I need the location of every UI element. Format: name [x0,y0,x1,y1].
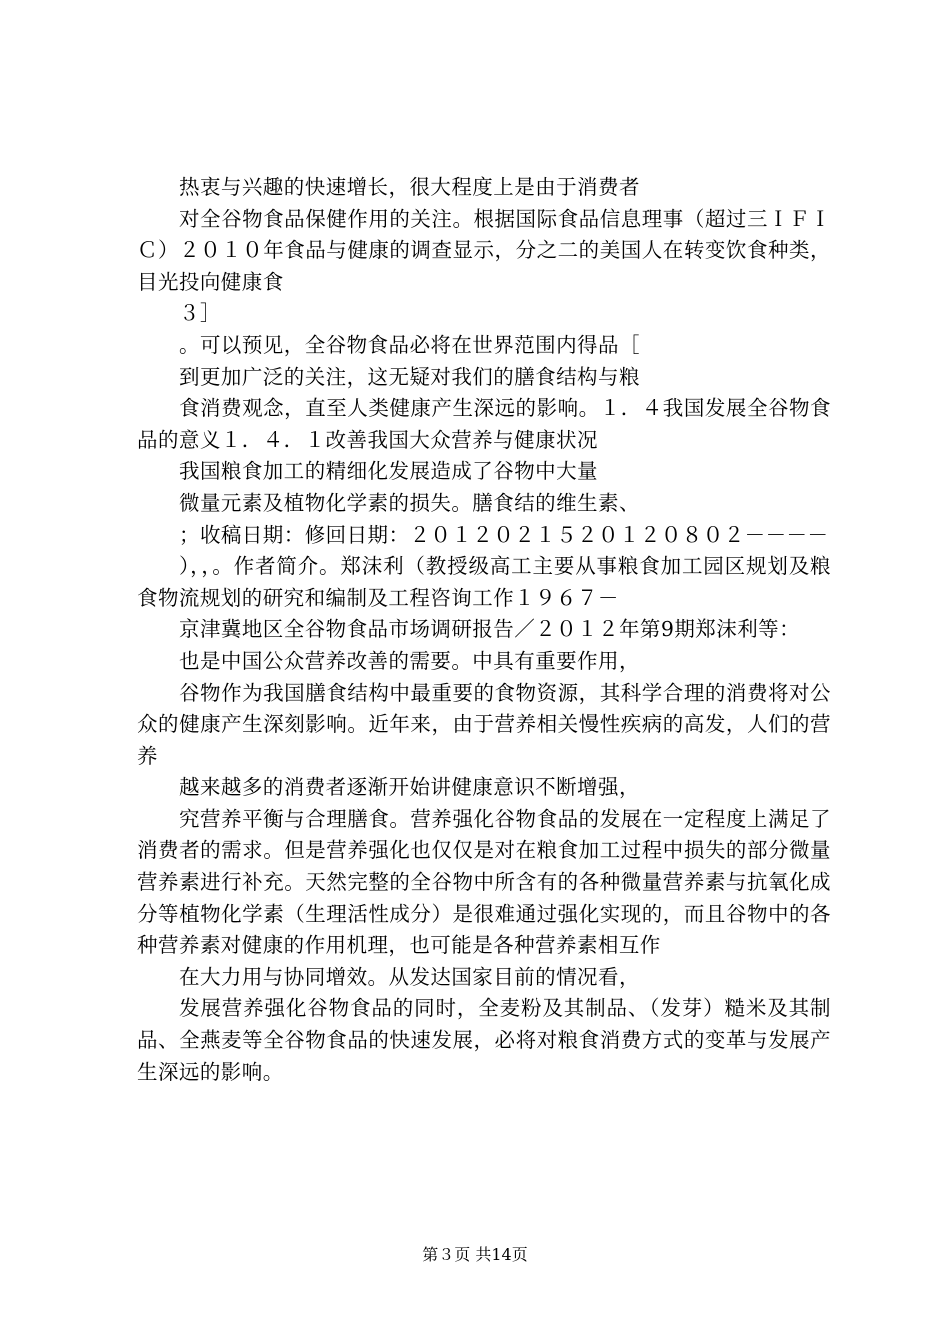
paragraph-3: ３］ [179,301,221,326]
paragraph-1: 热衷与兴趣的快速增长，很大程度上是由于消费者 [179,175,640,199]
paragraph-4: 。可以预见，全谷物食品必将在世界范围内得品［ [179,332,640,357]
paragraph-11: 京津冀地区全谷物食品市场调研报告／２０１２年第9期郑沫利等： [179,617,801,642]
paragraph-17: 发展营养强化谷物食品的同时，全麦粉及其制品、（发芽）糙米及其制品、全燕麦等全谷物食品的快速发展，必将对粮食消费方式的变革与发展产生深远的影响。 [137,996,831,1084]
paragraph-16: 在大力用与协同增效。从发达国家目前的情况看， [179,964,640,989]
page-number-footer: 第３页 共14页 [422,1245,528,1264]
paragraph-14: 越来越多的消费者逐渐开始讲健康意识不断增强， [179,775,640,800]
paragraph-15: 究营养平衡与合理膳食。营养强化谷物食品的发展在一定程度上满足了消费者的需求。但是营养强化也仅仅是对在粮食加工过程中损失的部分微量营养素进行补充。天然完整的全谷物中所含有的各种微量营养素与抗氧化成分等植物化学素（生理活性成分）是很难通过强化实现的，而且谷物中的各种营养素对健康的作用机理，也可能是各种营养素相互作 [137,806,831,958]
paragraph-12: 也是中国公众营养改善的需要。中具有重要作用， [179,648,640,673]
document-body [137,172,831,1088]
paragraph-9: ；收稿日期：修回日期：２０１２０２１５２０１２０８０２－－－－ [179,522,829,547]
paragraph-5: 到更加广泛的关注，这无疑对我们的膳食结构与粮 [179,364,640,389]
paragraph-7: 我国粮食加工的精细化发展造成了谷物中大量 [179,459,598,484]
paragraph-8: 微量元素及植物化学素的损失。膳食结的维生素、 [179,490,640,515]
paragraph-13: 谷物作为我国膳食结构中最重要的食物资源，其科学合理的消费将对公众的健康产生深刻影响。近年来，由于营养相关慢性疾病的高发，人们的营养 [137,680,831,768]
paragraph-2: 对全谷物食品保健作用的关注。根据国际食品信息理事（超过三ＩＦＩＣ）２０１０年食品与健康的调查显示，分之二的美国人在转变饮食种类，目光投向健康食 [137,206,831,294]
paragraph-10: ），，。作者简介。郑沫利（教授级高工主要从事粮食加工园区规划及粮食物流规划的研究和编制及工程咨询工作１９６７－ [137,554,831,610]
paragraph-6: 食消费观念，直至人类健康产生深远的影响。１．４我国发展全谷物食品的意义１．４．１改善我国大众营养与健康状况 [137,396,831,452]
